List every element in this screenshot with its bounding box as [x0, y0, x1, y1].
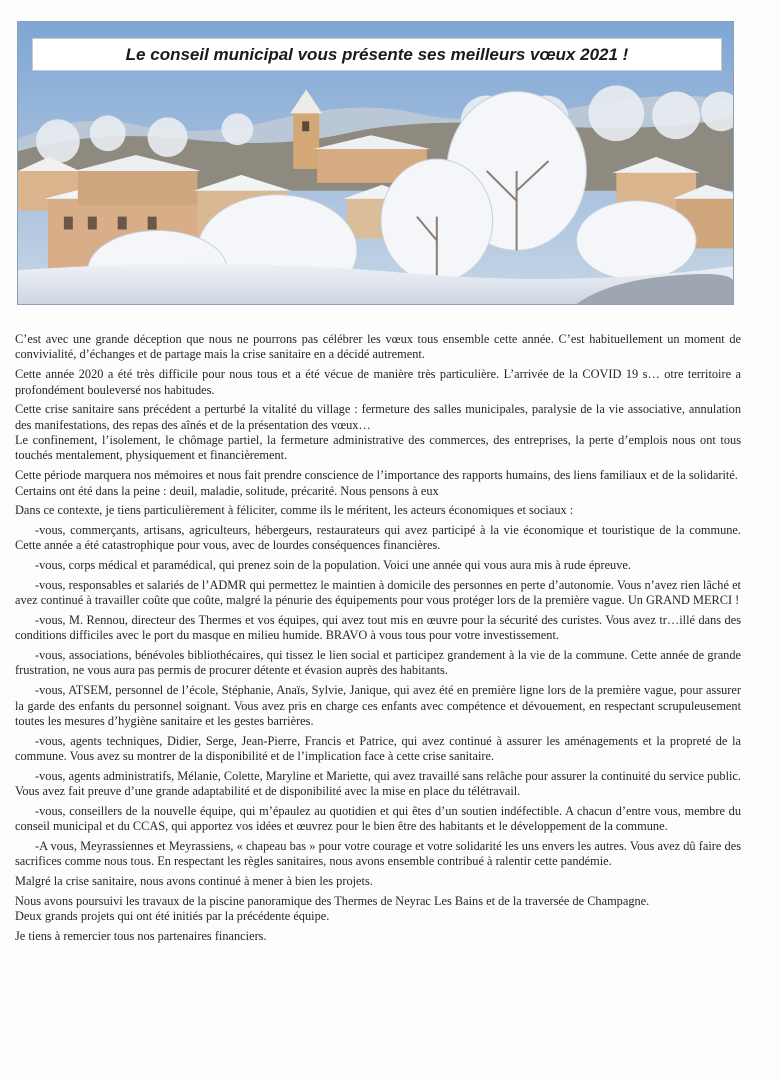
letter-paragraph: Deux grands projets qui ont été initiés par la précédente équipe.: [15, 909, 330, 924]
letter-paragraph: Nous avons poursuivi les travaux de la piscine panoramique des Thermes de Neyrac Les Bains et de la traversée de Champagne.: [15, 893, 650, 908]
letter-paragraph: -vous, M. Rennou, directeur des Thermes et vos équipes, qui avez tout mis en œuvre pour la sécurité des curistes. Vous avez tr…illé dans des conditions difficiles avec le port du masque en milieu humide. BRAVO à vous tous pour votre investissement.: [15, 612, 741, 643]
letter-paragraph: Cette période marquera nos mémoires et nous fait prendre conscience de l’importance des rapports humains, des liens familiaux et de la solidarité.: [15, 468, 738, 483]
letter-paragraph: -A vous, Meyrassiennes et Meyrassiens, « chapeau bas » pour votre courage et votre solidarité les uns envers les autres. Vous avez dû faire des sacrifices comme nous tous. En respectant les règles sanitaires, nous avons ensemble contribué à ralentir cette pandémie.: [15, 838, 741, 869]
letter-paragraph: Le confinement, l’isolement, le chômage partiel, la fermeture administrative des commerces, des entreprises, la perte d’emplois nous ont tous touchés mentalement, physiquement et financièrement.: [15, 433, 741, 463]
letter-paragraph: Cette année 2020 a été très difficile pour nous tous et a été vécue de manière très particulière. L’arrivée de la COVID 19 s… otre territoire a profondément bouleversé nos habitudes.: [15, 367, 741, 397]
letter-paragraph: Malgré la crise sanitaire, nous avons continué à mener à bien les projets.: [15, 874, 373, 889]
letter-paragraph: -vous, commerçants, artisans, agriculteurs, hébergeurs, restaurateurs qui avez participé à la vie économique et touristique de la commune. Cette année a été catastrophique pour vous, avec de lourdes conséquences financières.: [15, 522, 741, 553]
letter-paragraph: -vous, ATSEM, personnel de l’école, Stéphanie, Anaïs, Sylvie, Janique, qui avez été en première ligne lors de la première vague, pour assurer la garde des enfants du personnel soignant. Vous avez pris en charge ces enfants avec compétence et dévouement, en respectant scrupuleusement toutes les mesures d’hygiène sanitaire et les gestes barrières.: [15, 683, 741, 728]
letter-paragraph: -vous, responsables et salariés de l’ADMR qui permettez le maintien à domicile des personnes en perte d’autonomie. Vous n’avez rien lâché et avez continué à travailler coûte que coûte, malgré la pénurie des équipements pour vous protéger lors de la première vague. Un GRAND MERCI !: [15, 577, 741, 608]
letter-paragraph: -vous, agents administratifs, Mélanie, Colette, Maryline et Mariette, qui avez travaillé sans relâche pour assurer la continuité du service public. Vous avez fait preuve d’une grande adaptabilité et de disponibilité avec la mise en place du télétravail.: [15, 768, 741, 799]
letter-paragraph: C’est avec une grande déception que nous ne pourrons pas célébrer les vœux tous ensemble cette année. C’est habituellement un moment de convivialité, d’échanges et de partage mais la crise sanitaire en a décidé autrement.: [15, 332, 741, 362]
letter-paragraph: -vous, associations, bénévoles bibliothécaires, qui tissez le lien social et participez grandement à la vie de la commune. Cette année de grande frustration, ne vous aura pas permis de procurer détente et évasion auprès des habitants.: [15, 647, 741, 678]
letter-paragraph: Dans ce contexte, je tiens particulièrement à féliciter, comme ils le méritent, les acteurs économiques et sociaux :: [15, 503, 574, 518]
winter-village-photo: [17, 21, 734, 305]
letter-paragraph: Je tiens à remercier tous nos partenaires financiers.: [15, 928, 267, 943]
mayor-letter-body: [15, 332, 741, 949]
letter-paragraph: Certains ont été dans la peine : deuil, maladie, solitude, précarité. Nous pensons à eux: [15, 483, 439, 498]
letter-paragraph: -vous, conseillers de la nouvelle équipe, qui m’épaulez au quotidien et qui êtes d’un soutien indéfectible. A chacun d’entre vous, membre du conseil municipal et du CCAS, qui apportez vos idées et œuvrez pour le bien être des habitants et le développement de la commune.: [15, 803, 741, 834]
letter-paragraph: Cette crise sanitaire sans précédent a perturbé la vitalité du village : fermeture des salles municipales, paralysie de la vie associative, annulation des manifestations, des repas des aînés et de la présentation des vœux…: [15, 402, 741, 432]
letter-paragraph: -vous, corps médical et paramédical, qui prenez soin de la population. Voici une année qui vous aura mis à rude épreuve.: [35, 558, 631, 573]
new-year-wishes-banner: Le conseil municipal vous présente ses meilleurs vœux 2021 !: [32, 38, 722, 71]
letter-paragraph: -vous, agents techniques, Didier, Serge, Jean-Pierre, Francis et Patrice, qui avez continué à assurer les aménagements et la propreté de la commune. Vous avez su montrer de la disponibilité et de l’implication face à cette crise sanitaire.: [15, 733, 741, 764]
